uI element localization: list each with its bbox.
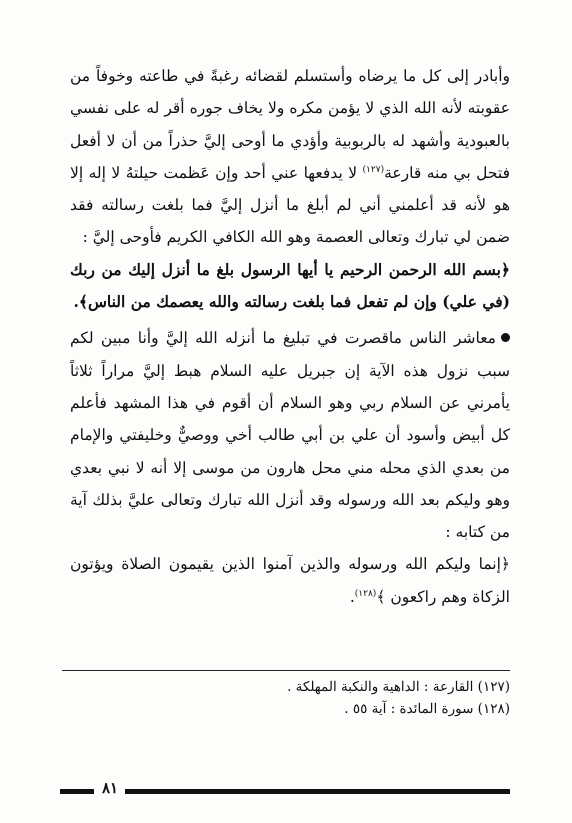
page-number: ٨١: [101, 779, 119, 797]
paragraph-1: [70, 60, 510, 254]
folio-rule-left: [60, 789, 94, 794]
footnote-ref-127: (١٢٧): [362, 164, 385, 175]
paragraph-1-continued: لا يدفعها عني أحد وإن عَظمت حيلتهُ لا إله إلا هو لأنه قد أعلمني أني لم أبلغ ما أنزل إليَّ فما بلغت رسالته فقد ضمن لي تبارك وتعالى العصمة وهو الله الكافي الكريم فأوحى إليَّ :: [70, 163, 510, 247]
footnotes: [62, 676, 510, 720]
quran-quote-1: ﴿بسم الله الرحمن الرحيم يا أيها الرسول بلغ ما أنزل إليك من ربك (في علي) وإن لم تفعل فما بلغت رسالته والله يعصمك من الناس﴾.: [70, 259, 510, 312]
quran-quote-2-end: .: [349, 587, 355, 606]
paragraph-2-text: معاشر الناس ماقصرت في تبليغ ما أنزله الله إليَّ وأنا مبين لكم سبب نزول هذه الآية إن جبريل عليه السلام هبط إليَّ مراراً ثلاثاً يأمرني عن السلام ربي وهو السلام أن أقوم في هذا المشهد فأعلم كل أبيض وأسود أن علي بن أبي طالب أخي ووصيٌّ وخليفتي والإمام من بعدي الذي محله مني محل هارون من موسى إلا أنه لا نبي بعدي وهو وليكم بعد الله ورسوله وقد أنزل الله تبارك وتعالى عليَّ بذلك آية من كتابه :: [70, 329, 510, 542]
footnote-127: (١٢٧) القارعة : الداهية والنكبة المهلكة .: [287, 679, 510, 695]
paragraph-2: [70, 322, 510, 548]
folio-rule-right: [125, 789, 510, 794]
footnote-128: (١٢٨) سورة المائدة : آية ٥٥ .: [344, 701, 510, 717]
footnote-divider: [62, 670, 510, 671]
footnote-ref-128: (١٢٨): [354, 588, 377, 599]
paragraph-1-text: وأبادر إلى كل ما يرضاه وأستسلم لقضائه رغبةً في طاعته وخوفاً من عقوبته لأنه الله الذي لا يؤمن مكره ولا يخاف جوره أقر له على نفسي بالعبودية وأشهد له بالربوبية وأؤدي ما أوحى إليَّ حذراً من أن لا أفعل فتحل بي منه قارعة: [70, 67, 510, 182]
quran-quote-2: [70, 548, 510, 613]
quran-quote-2-text: ﴿إنما وليكم الله ورسوله والذين آمنوا الذين يقيمون الصلاة ويؤتون الزكاة وهم راكعون ﴾: [70, 555, 510, 606]
bullet-icon: [501, 333, 510, 342]
main-text: [70, 60, 510, 613]
